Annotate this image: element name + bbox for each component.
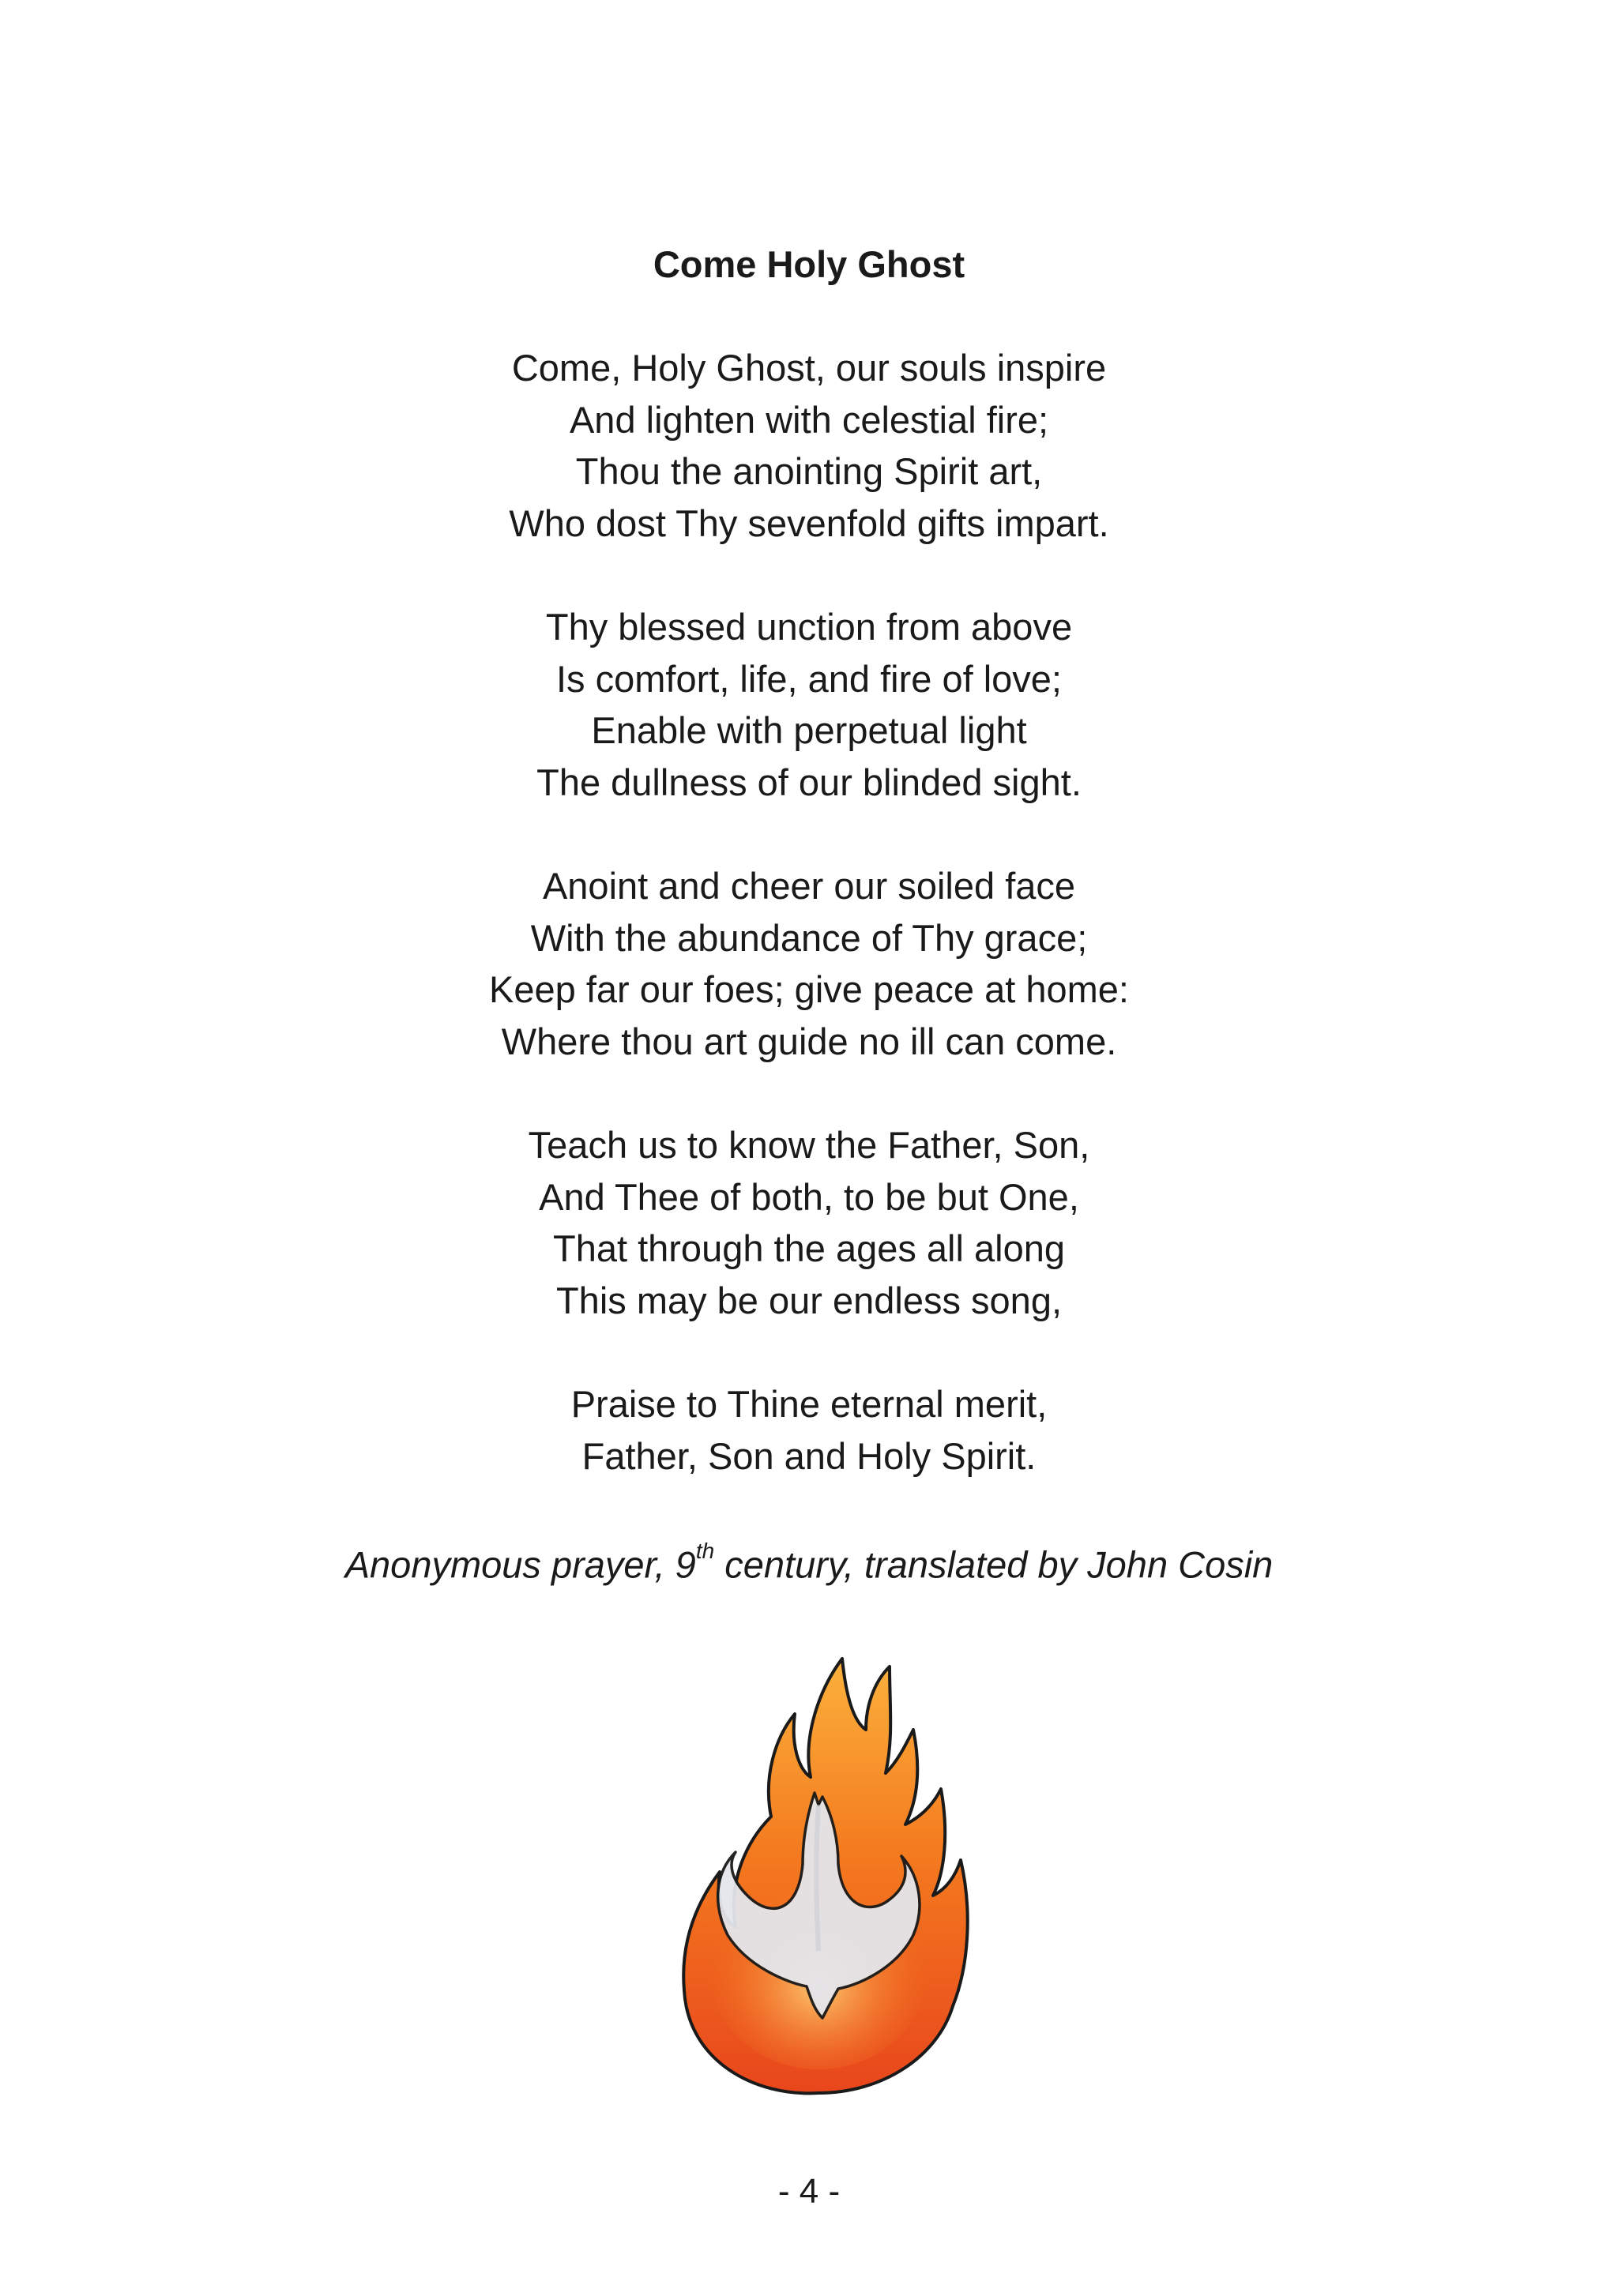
poem-line: Where thou art guide no ill can come. — [501, 1020, 1117, 1062]
poem-line: Teach us to know the Father, Son, — [528, 1124, 1090, 1166]
poem-line: Praise to Thine eternal merit, — [570, 1383, 1048, 1425]
page-number: - 4 - — [777, 2172, 841, 2211]
poem-line: Is comfort, life, and fire of love; — [556, 657, 1062, 700]
poem-line: Anoint and cheer our soiled face — [542, 865, 1076, 907]
attribution-text-end: century, translated by John Cosin — [714, 1543, 1274, 1586]
poem-line: With the abundance of Thy grace; — [530, 916, 1088, 959]
hymn-title: Come Holy Ghost — [653, 243, 965, 285]
attribution-superscript: th — [695, 1539, 715, 1563]
poem-line: Come, Holy Ghost, our souls inspire — [511, 347, 1107, 389]
stanza-2 — [0, 601, 1618, 808]
poem-line: Thou the anointing Spirit art, — [575, 450, 1043, 492]
poem-line: And Thee of both, to be but One, — [539, 1175, 1079, 1218]
poem-line: Enable with perpetual light — [591, 709, 1027, 751]
poem-line: Thy blessed unction from above — [545, 606, 1073, 648]
poem-line: Keep far our foes; give peace at home: — [489, 968, 1129, 1010]
poem-line: Who dost Thy sevenfold gifts impart. — [509, 502, 1109, 544]
stanza-4 — [0, 1119, 1618, 1326]
poem-line: Father, Son and Holy Spirit. — [581, 1434, 1037, 1477]
stanza-5 — [0, 1378, 1618, 1482]
flame-with-dove-icon — [660, 1635, 976, 2109]
poem-body — [0, 342, 1618, 1534]
poem-line: And lighten with celestial fire; — [569, 398, 1049, 441]
poem-line: This may be our endless song, — [555, 1279, 1063, 1321]
stanza-3 — [0, 860, 1618, 1067]
poem-line: The dullness of our blinded sight. — [536, 761, 1082, 803]
stanza-1 — [0, 342, 1618, 549]
attribution-text: Anonymous prayer, 9 — [344, 1543, 696, 1586]
poem-line: That through the ages all along — [552, 1227, 1066, 1269]
attribution — [0, 1532, 1618, 1591]
